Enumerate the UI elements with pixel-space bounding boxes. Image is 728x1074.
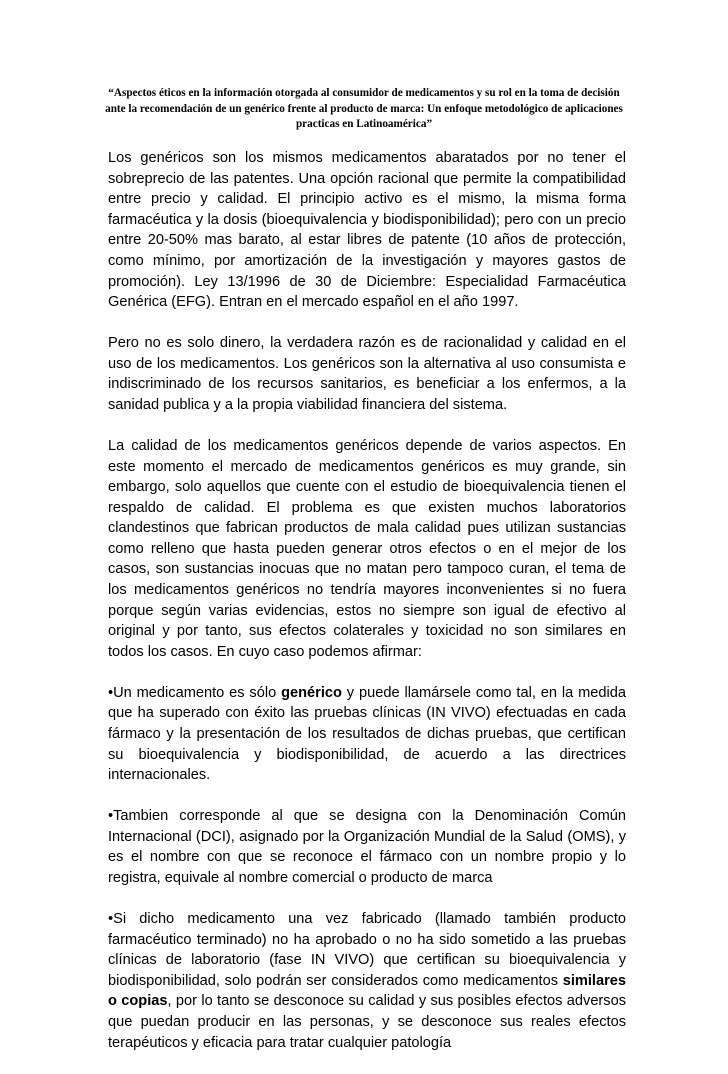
paragraph-generics-definition: Los genéricos son los mismos medicamentos abaratados por no tener el sobreprecio de las patentes. Una opción racional que permite la compatibilidad entre precio y calidad. El principio activo es el mismo, la misma forma farmacéutica y la dosis (bioequivalencia y biodisponibilidad); pero con un precio entre 20-50% mas barato, al estar libres de patente (10 años de protección, como mínimo, por amortización de la investigación y mayores gastos de promoción). Ley 13/1996 de 30 de Diciembre: Especialidad Farmacéutica Genérica (EFG). Entran en el mercado español en el año 1997. (108, 150, 626, 311)
paragraph-quality: La calidad de los medicamentos genéricos depende de varios aspectos. En este momento el mercado de medicamentos genéricos es muy grande, sin embargo, solo aquellos que cuente con el estudio de bioequivalencia tienen el respaldo de calidad. El problema es que existen muchos laboratorios clandestinos que fabrican productos de mala calidad pues utilizan sustancias como relleno que hasta pueden generar otros efectos o en el mejor de los casos, son sustancias inocuas que no matan pero tampoco curan, el tema de los medicamentos genéricos no tendría mayores inconvenientes si no fuera porque según varias evidencias, estos no siempre son igual de efectivo al original y por tanto, sus efectos colaterales y toxicidad no son similares en todos los casos. En cuyo caso podemos afirmar: (108, 437, 626, 660)
bullet-text: Un medicamento es sólo (113, 684, 282, 701)
document-title: “Aspectos éticos en la información otorgada al consumidor de medicamentos y su rol en la toma de decisión ante la recomendación de un genérico frente al producto de marca: Un enfoque metodológico de aplicaciones practicas en Latinoamérica” (105, 87, 623, 130)
bullet-marker: • (108, 910, 114, 927)
bullet-text: Si dicho medicamento una vez fabricado (llamado también producto farmacéutico terminado) no ha aprobado o no ha sido sometido a las pruebas clínicas de laboratorio (fase IN VIVO) que certifican su bioequivalencia y biodisponibilidad, solo podrán ser considerados como medicamentos (108, 910, 626, 989)
bold-term-generico: genérico (281, 684, 342, 701)
bullet-marker: • (108, 808, 114, 825)
bullet-marker: • (108, 684, 114, 701)
document-body (108, 148, 626, 1074)
bullet-item-similares (108, 909, 626, 1053)
bullet-item-generic (108, 683, 626, 786)
paragraph-rationality: Pero no es solo dinero, la verdadera razón es de racionalidad y calidad en el uso de los medicamentos. Los genéricos son la alternativa al uso consumista e indiscriminado de los recursos sanitarios, es beneficiar a los enfermos, a la sanidad publica y a la propia viabilidad financiera del sistema. (108, 335, 626, 413)
bullet-text: y puede llamársele como tal, en la medida que ha superado con éxito las pruebas clínicas (IN VIVO) efectuadas en cada fármaco y la presentación de los resultados de dichas pruebas, que certifican su bioequivalencia y biodisponibilidad, de acuerdo a las directrices internacionales. (108, 684, 626, 784)
bold-term-similares: similares o copias (108, 972, 626, 1010)
bullet-text: , por lo tanto se desconoce su calidad y sus posibles efectos adversos que puedan producir en las personas, y se desconoce sus reales efectos terapéuticos y eficacia para tratar cualquier patología (108, 993, 627, 1051)
bullet-item-dci (108, 806, 626, 888)
bullet-text: Tambien corresponde al que se designa con la Denominación Común Internacional (DCI), asignado por la Organización Mundial de la Salud (OMS), y es el nombre con que se reconoce el fármaco con un nombre propio y lo registra, equivale al nombre comercial o producto de marca (108, 808, 626, 886)
